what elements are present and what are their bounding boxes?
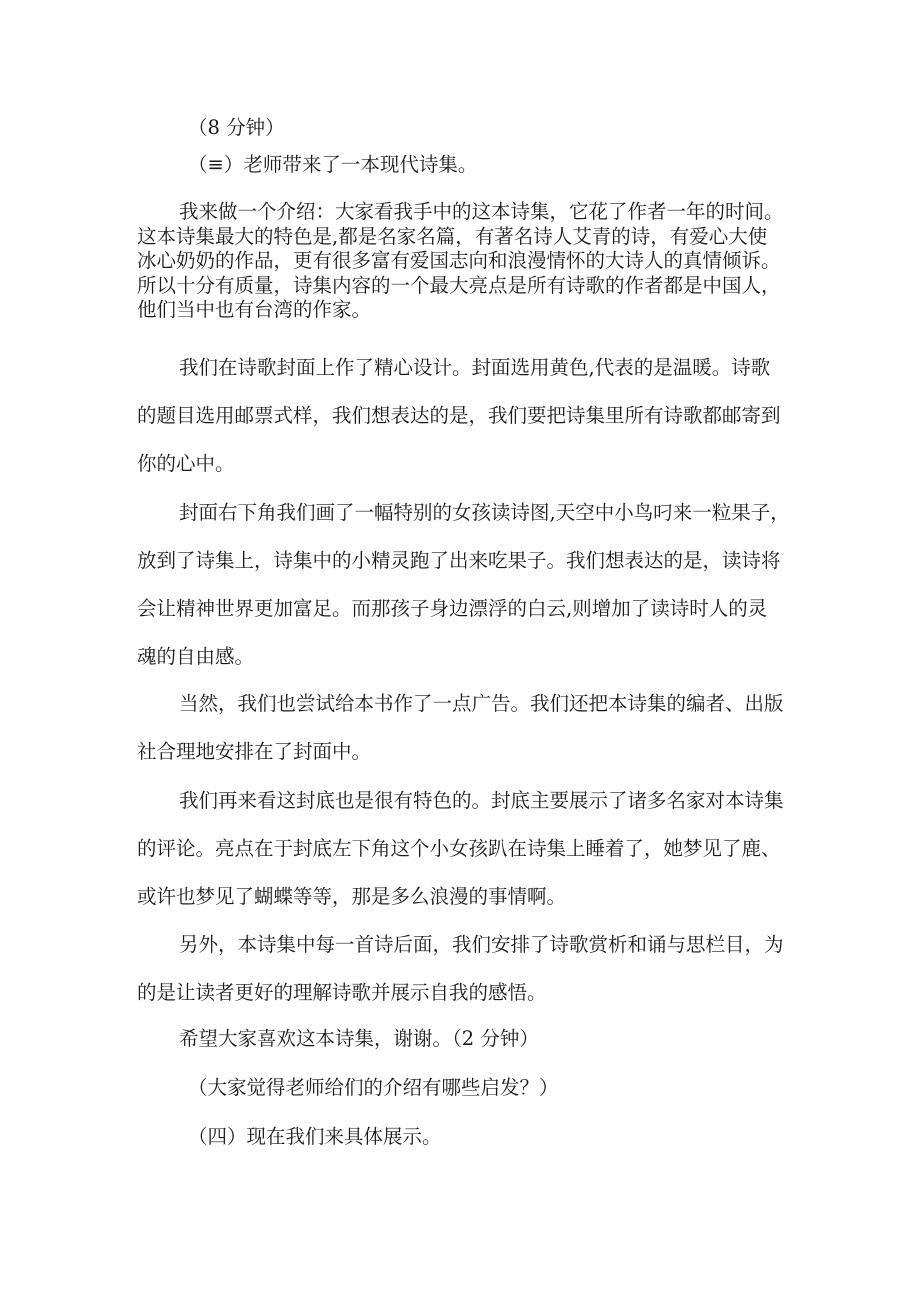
body-line: 的是让读者更好的理解诗歌并展示自我的感悟。 [137, 981, 547, 1004]
section-four-heading: （四）现在我们来具体展示。 [188, 1125, 442, 1148]
intro-line: 我来做一个介绍：大家看我手中的这本诗集，它花了作者一年的时间。 [179, 200, 784, 223]
body-line: 我们再来看这封底也是很有特色的。封底主要展示了诸多名家对本诗集 [179, 789, 784, 812]
section-three-heading: （≡）老师带来了一本现代诗集。 [188, 153, 478, 176]
intro-line: 所以十分有质量，诗集内容的一个最大亮点是所有诗歌的作者都是中国人， [137, 273, 781, 297]
question-line: （大家觉得老师给们的介绍有哪些启发？） [188, 1076, 559, 1099]
intro-line: 他们当中也有台湾的作家。 [137, 298, 372, 321]
body-line: 你的心中。 [137, 452, 235, 475]
body-line: 会让精神世界更加富足。而那孩子身边漂浮的白云,则增加了读诗时人的灵 [137, 597, 768, 620]
body-line: 另外，本诗集中每一首诗后面，我们安排了诗歌赏析和诵与思栏目，为 [179, 933, 784, 956]
body-line: 封面右下角我们画了一幅特别的女孩读诗图,天空中小鸟叼来一粒果子， [179, 501, 790, 524]
body-line: 社合理地安排在了封面中。 [137, 740, 372, 763]
body-line: 或许也梦见了蝴蝶等等，那是多么浪漫的事情啊。 [137, 885, 567, 908]
closing-line: 希望大家喜欢这本诗集，谢谢。（2 分钟） [179, 1027, 539, 1050]
body-line: 的题目选用邮票式样，我们想表达的是，我们要把诗集里所有诗歌都邮寄到 [137, 404, 781, 427]
intro-line: 冰心奶奶的作品，更有很多富有爱国志向和浪漫情怀的大诗人的真情倾诉。 [137, 249, 781, 272]
body-line: 魂的自由感。 [137, 645, 255, 668]
body-line: 的评论。亮点在于封底左下角这个小女孩趴在诗集上睡着了，她梦见了鹿、 [137, 837, 781, 860]
time-note-8min: （8 分钟） [188, 116, 285, 139]
intro-paragraph [137, 200, 797, 323]
body-line: 放到了诗集上，诗集中的小精灵跑了出来吃果子。我们想表达的是，读诗将 [137, 549, 781, 572]
intro-line: 这本诗集最大的特色是,都是名家名篇，有著名诗人艾青的诗，有爱心大使 [137, 224, 768, 248]
body-line: 我们在诗歌封面上作了精心设计。封面选用黄色,代表的是温暖。诗歌 [179, 356, 771, 379]
body-line: 当然，我们也尝试给本书作了一点广告。我们还把本诗集的编者、出版 [179, 692, 784, 715]
